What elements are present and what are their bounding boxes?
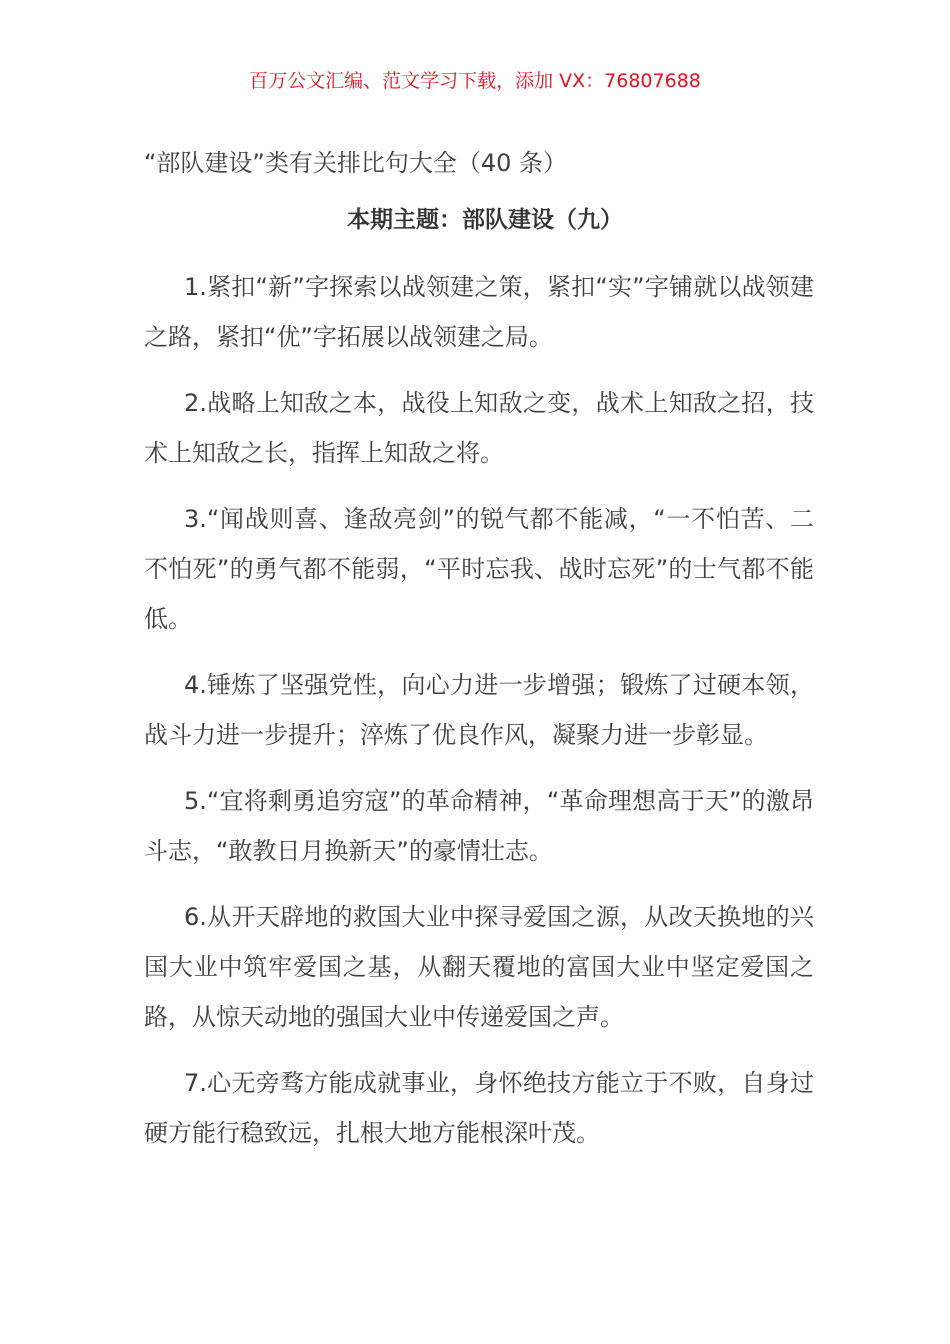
document-title: “部队建设”类有关排比句大全（40 条）: [144, 149, 568, 177]
list-item: 5.“宜将剩勇追穷寇”的革命精神，“革命理想高于天”的激昂斗志，“敢教日月换新天”的豪情壮志。: [144, 787, 814, 865]
list-item: 7.心无旁骛方能成就事业，身怀绝技方能立于不败，自身过硬方能行稳致远，扎根大地方能根深叶茂。: [144, 1069, 814, 1147]
list-item: 2.战略上知敌之本，战役上知敌之变，战术上知敌之招，技术上知敌之长，指挥上知敌之将。: [144, 389, 814, 467]
document-subtitle: 本期主题：部队建设（九）: [347, 207, 623, 233]
sentence-list: [144, 262, 814, 1174]
list-item: 4.锤炼了坚强党性，向心力进一步增强；锻炼了过硬本领，战斗力进一步提升；淬炼了优良作风，凝聚力进一步彰显。: [144, 671, 814, 749]
header-banner: 百万公文汇编、范文学习下载，添加 VX：76807688: [249, 70, 701, 92]
list-item: 6.从开天辟地的救国大业中探寻爱国之源，从改天换地的兴国大业中筑牢爱国之基，从翻天覆地的富国大业中坚定爱国之路，从惊天动地的强国大业中传递爱国之声。: [144, 903, 814, 1031]
list-item: 3.“闻战则喜、逢敌亮剑”的锐气都不能减，“一不怕苦、二不怕死”的勇气都不能弱，“平时忘我、战时忘死”的士气都不能低。: [144, 505, 814, 633]
list-item: 1.紧扣“新”字探索以战领建之策，紧扣“实”字铺就以战领建之路，紧扣“优”字拓展以战领建之局。: [144, 273, 814, 351]
